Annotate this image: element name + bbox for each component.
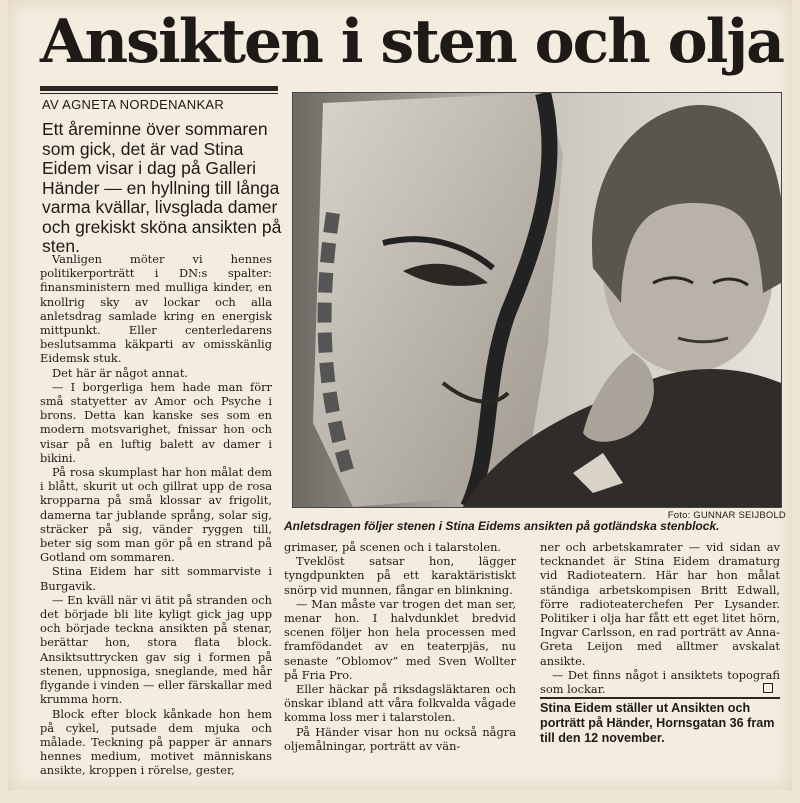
paragraph: — En kväll när vi ätit på stranden och det började bli lite kyligt gick jag upp och började teckna ansikten på stenar, berättar hon, stora flata block. Ansiktsuttrycken gav sig i formen på stenen, uppnosiga, sneglande, med hår flygande i vinden — eller färskallar med krumma horn. [40,592,272,707]
body-column-2 [284,540,516,753]
article-photo [292,92,782,508]
paragraph: — Man måste var trogen det man ser, menar hon. I halvdunklet bredvid scenen följer hon hela processen med framfödandet av en teaterpjäs, nu senaste ”Oblomov” med Sven Wollter på Fria Pro. [284,596,516,682]
paragraph: grimaser, på scenen och i talarstolen. [284,540,502,554]
paragraph: — I borgerliga hem hade man förr små statyetter av Amor och Psyche i brons. Detta kan kanske ses som en modern motsvarighet, fnissar hon och visar på en luftig balett av damer i bikini. [40,379,272,465]
byline-rule-thin [40,93,278,94]
info-rule [540,697,780,699]
photo-credit: Foto: GUNNAR SEIJBOLD [667,510,786,521]
paragraph: Block efter block kånkade hon hem på cykel, putsade dem mjuka och målade. Teckning på papper är annars hennes medium, motivet människans ansikte, kroppen i rörelse, gester, [40,706,272,778]
paragraph: Vanligen möter vi hennes politikerporträtt i DN:s spalter: finansministern med mulliga kinder, en knollrig sky av lockar och alla anletsdrag samlade kring en energisk mittpunkt. Eller centerledarens beslutsamma käkparti av omisskänlig Eidemsk stuk. [40,252,272,366]
photo-caption: Anletsdragen följer stenen i Stina Eidems ansikten på gotländska stenblock. [284,519,720,533]
end-mark-box [763,683,773,693]
byline: AV AGNETA NORDENANKAR [42,97,225,112]
exhibition-info: Stina Eidem ställer ut Ansikten och porträtt på Händer, Hornsgatan 36 fram till den 12 november. [540,701,775,745]
paragraph: — Det finns något i ansiktets topografi som lockar. [540,667,780,697]
paragraph: ner och arbetskamrater — vid sidan av tecknandet är Stina Eidem dramaturg vid Radioteatern. Här har hon målat ständiga arbetskompisen Britt Edwall, förre radioteaterchefen Per Lysander. Politiker i olja har fått ett eget litet hörn, Ingvar Carlsson, en rad porträtt av Anna-Greta Leijon med alltmer avskalat ansikte. [540,540,780,668]
paragraph: Eller häckar på riksdagsläktaren och önskar ibland att våra folkvalda vågade komma loss mer i talarstolen. [284,682,516,725]
ingress: Ett åreminne över sommaren som gick, det är vad Stina Eidem visar i dag på Galleri Händer — en hyllning till långa varma kvällar, livsglada damer och grekiskt sköna ansikten på sten. [42,119,282,256]
body-column-1 [40,252,272,778]
headline: Ansikten i sten och olja [40,7,784,77]
byline-rule [40,86,278,91]
paragraph: På rosa skumplast har hon målat dem i blått, skurit ut och gillrat upp de rosa kropparna på små klossar av frigolit, damerna tar jublande språng, solar sig, sträcker på sig, vänder ryggen till, beter sig som man gör på en strand på Gotland om sommaren. [40,465,272,565]
paragraph: Tveklöst satsar hon, lägger tyngdpunkten på ett karaktäristiskt snörp vid munnen, fångar en blinkning. [284,554,516,597]
paragraph: På Händer visar hon nu också några oljemålningar, porträtt av vän- [284,724,516,753]
paragraph: Stina Eidem har sitt sommarviste i Burgavik. [40,564,272,593]
paragraph: Det här är något annat. [52,365,189,380]
photo-illustration [293,93,781,507]
body-column-3 [540,540,780,696]
